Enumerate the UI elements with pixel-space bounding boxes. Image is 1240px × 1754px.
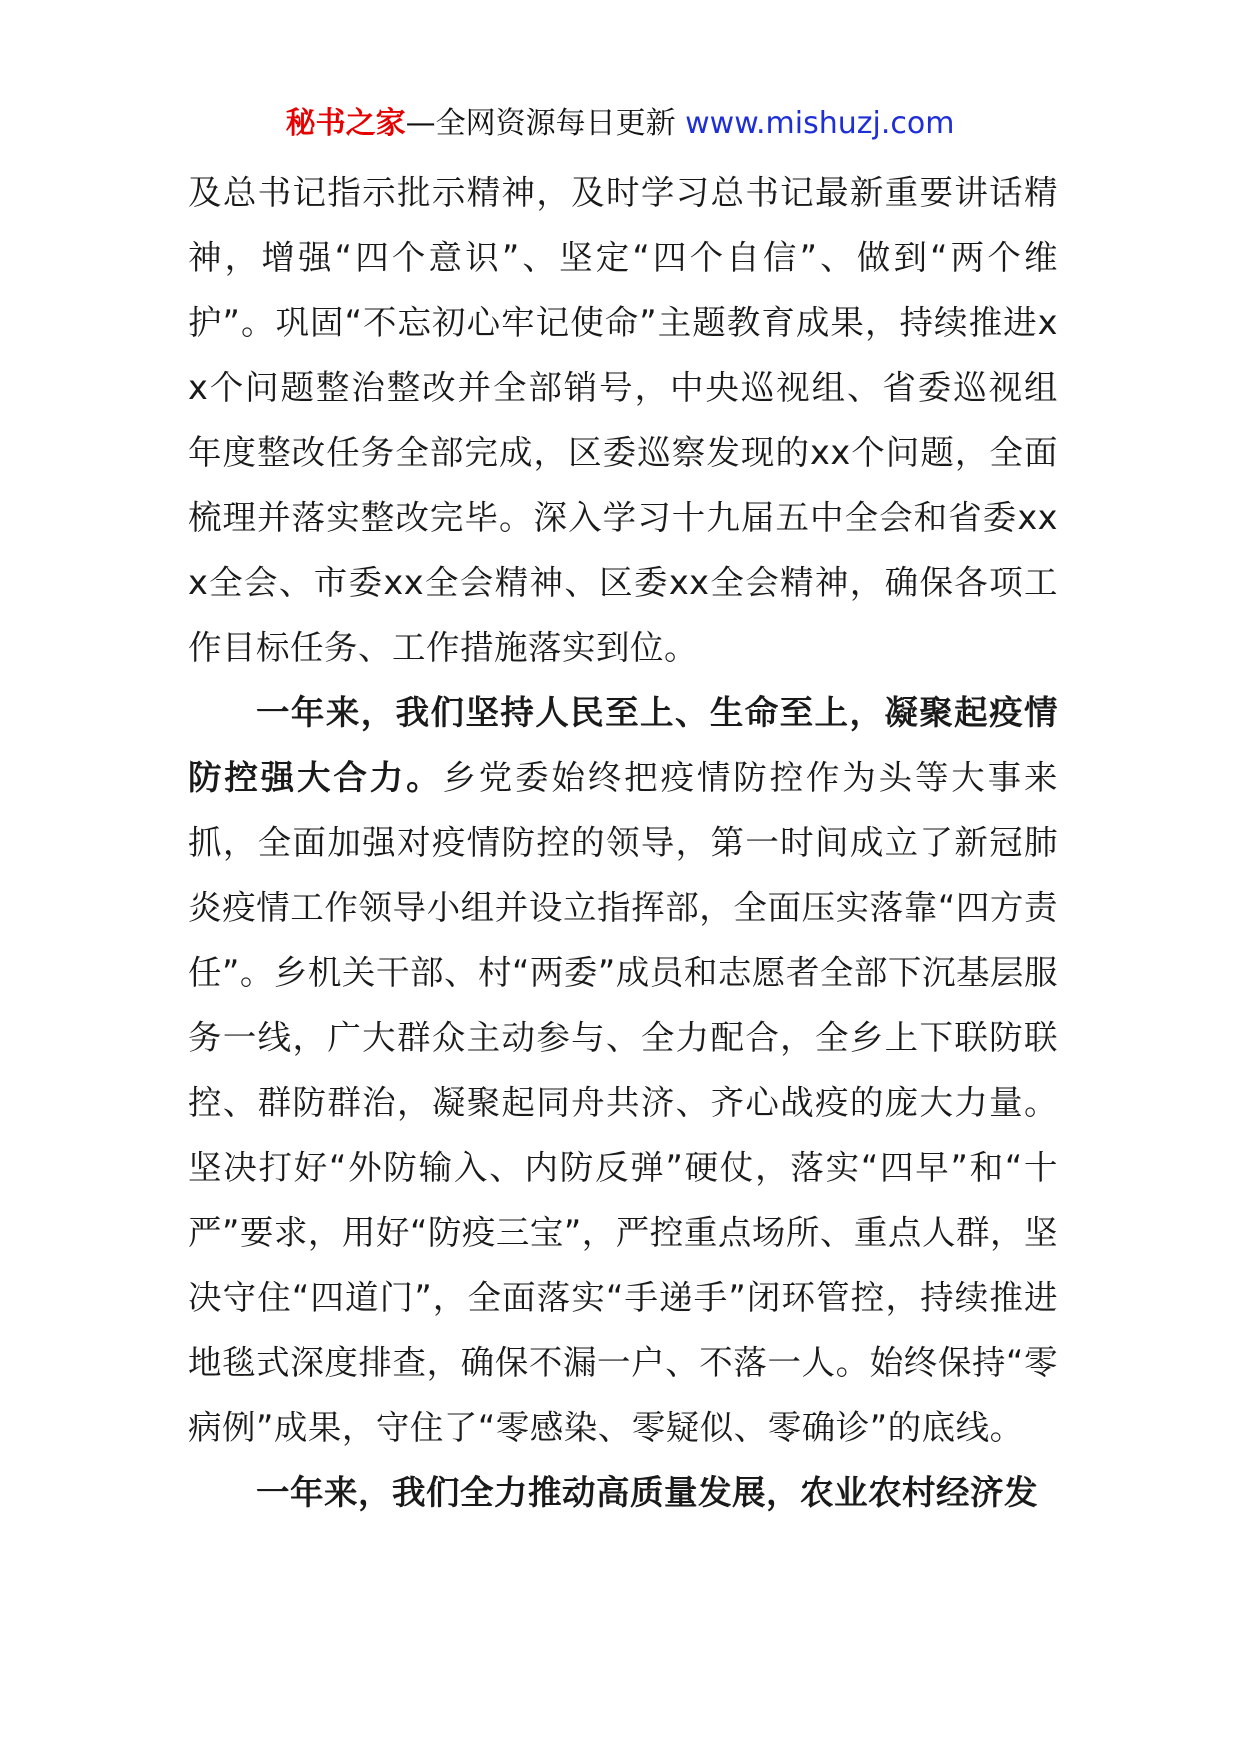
page-header: [0, 104, 1240, 144]
paragraph-lead: 一年来，我们坚持人民至上、生命至上，凝聚起疫情防控强大合力。: [188, 693, 1058, 797]
paragraph-text: 乡党委始终把疫情防控作为头等大事来抓，全面加强对疫情防控的领导，第一时间成立了新冠肺炎疫情工作领导小组并设立指挥部，全面压实落靠“四方责任”。乡机关干部、村“两委”成员和志愿者全部下沉基层服务一线，广大群众主动参与、全力配合，全乡上下联防联控、群防群治，凝聚起同舟共济、齐心战疫的庞大力量。坚决打好“外防输入、内防反弹”硬仗，落实“四早”和“十严”要求，用好“防疫三宝”，严控重点场所、重点人群，坚决守住“四道门”，全面落实“手递手”闭环管控，持续推进地毯式深度排查，确保不漏一户、不落一人。始终保持“零病例”成果，守住了“零感染、零疑似、零确诊”的底线。: [188, 758, 1059, 1447]
paragraph-lead: 一年来，我们全力推动高质量发展，农业农村经济发: [256, 1473, 1038, 1512]
paragraph-text: 及总书记指示批示精神，及时学习总书记最新重要讲话精神，增强“四个意识”、坚定“四个自信”、做到“两个维护”。巩固“不忘初心牢记使命”主题教育成果，持续推进xx个问题整治整改并全部销号，中央巡视组、省委巡视组年度整改任务全部完成，区委巡察发现的xx个问题，全面梳理并落实整改完毕。深入学习十九届五中全会和省委xxx全会、市委xx全会精神、区委xx全会精神，确保各项工作目标任务、工作措施落实到位。: [188, 173, 1058, 667]
paragraph-continued: [188, 160, 1058, 680]
brand-name: 秘书之家: [285, 106, 406, 141]
document-body: [188, 160, 1058, 1525]
website-link[interactable]: www.mishuzj.com: [685, 106, 955, 141]
header-tagline: —全网资源每日更新: [405, 106, 686, 141]
paragraph-development: [188, 1460, 1058, 1525]
paragraph-epidemic-control: [188, 680, 1058, 1460]
